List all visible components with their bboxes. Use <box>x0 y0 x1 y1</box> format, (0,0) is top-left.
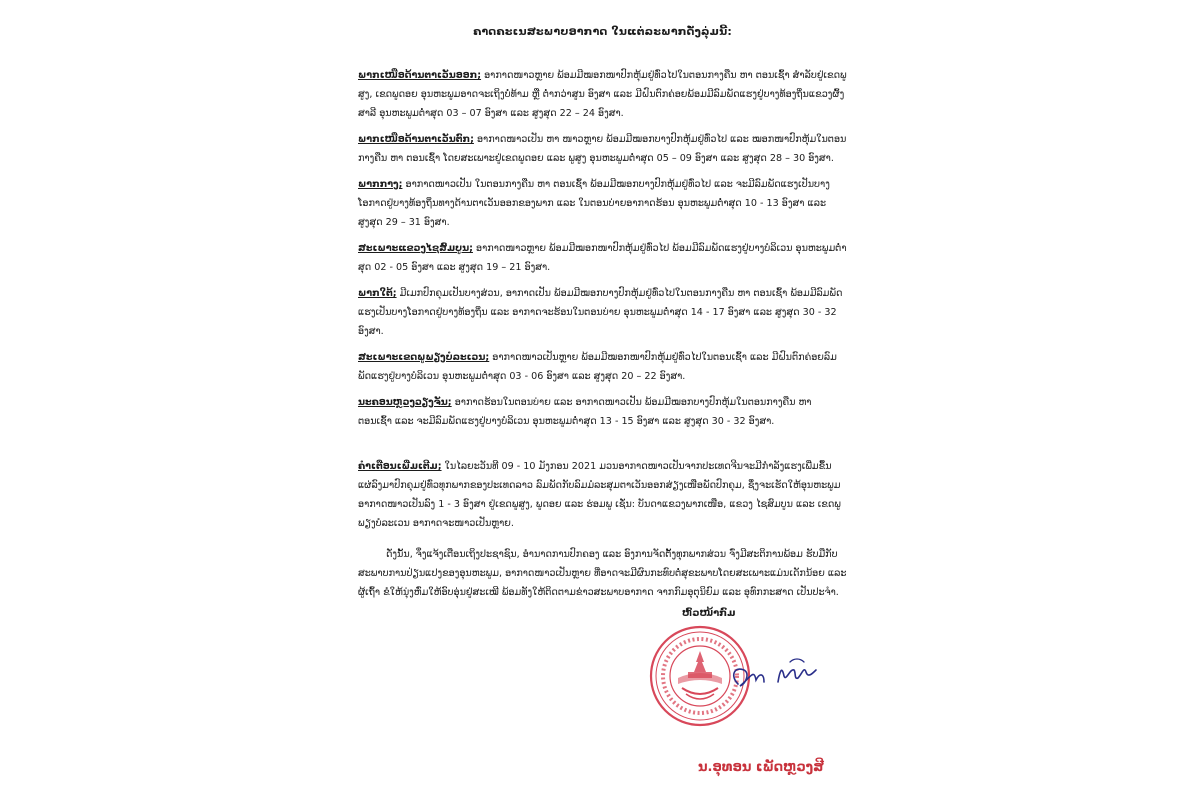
region-text: ອາກາດໜາວຫຼາຍ ພ້ອມມີໝອກໜາປົກຫຸ້ມຢູ່ທົ່ວໄປໃນຕອນກາງຄືນ ຫາ ຕອນເຊົ້າ ສຳລັບຢູ່ເຂດພູສູງ, ເຂດພູດອຍ ອຸນຫະພູມອາດຈະເຖິງບໍ່ທ້າມ ຫຼື ຕໍ່າກວ່າສູນ ອົງສາ ແລະ ມີຝົນຕົກຄ່ອຍພ້ອມມີລົມພັດແຮງຢູ່ບາງທ້ອງຖິ່ນແຂວງຜົ້ງສາລີ ອຸນຫະພູມຕໍ່າສຸດ 03 – 07 ອົງສາ ແລະ ສູງສຸດ 22 – 24 ອົງສາ. <box>358 70 847 119</box>
region-name: ສະເພາະແຂວງໄຊສົມບູນ; <box>358 243 473 254</box>
document-page <box>330 0 875 800</box>
region-name: ພາກກາງ; <box>358 179 403 190</box>
region-text: ອາກາດໜາວຫຼາຍ ພ້ອມມີໝອກໜາປົກຫຸ້ມຢູ່ທົ່ວໄປ ພ້ອມມີລົມພັດແຮງຢູ່ບາງບໍລິເວນ ອຸນຫະພູມຕໍ່າສຸດ 02 - 05 ອົງສາ ແລະ ສູງສຸດ 19 – 21 ອົງສາ. <box>358 243 847 273</box>
region-text: ມີເມກປົກຄຸມເປັນບາງສ່ວນ, ອາກາດເປັນ ພ້ອມມີໝອກບາງປົກຫຸ້ມຢູ່ທົ່ວໄປໃນຕອນກາງຄືນ ຫາ ຕອນເຊົ້າ ພ້ອມມີລົມພັດແຮງເປັນບາງໂອກາດຢູ່ບາງທ້ອງຖິ່ນ ແລະ ອາກາດຈະຮ້ອນໃນຕອນບ່າຍ ອຸນຫະພູມຕໍ່າສຸດ 14 - 17 ອົງສາ ແລະ ສູງສຸດ 30 - 32 ອົງສາ. <box>358 288 843 337</box>
region-south <box>358 284 848 341</box>
region-text: ອາກາດໜາວເປັນຫຼາຍ ພ້ອມມີໝອກໜາປົກຫຸ້ມຢູ່ທົ່ວໄປໃນຕອນເຊົ້າ ແລະ ມີຝົນຕົກຄ່ອຍລົມພັດແຮງຢູ່ບາງບໍລິເວນ ອຸນຫະພູມຕໍ່າສຸດ 03 - 06 ອົງສາ ແລະ ສູງສຸດ 20 – 22 ອົງສາ. <box>358 352 837 382</box>
region-name: ພາກໃຕ້; <box>358 288 397 299</box>
region-bolaven-plateau <box>358 348 848 386</box>
handwritten-signature-icon <box>720 648 840 698</box>
region-name: ສະເພາະເຂດພູພຽງບໍລະເວນ; <box>358 352 490 363</box>
region-northwest <box>358 130 848 168</box>
region-vientiane-capital <box>358 393 848 431</box>
region-name: ພາກເໜືອດ້ານຕາເວັນອອກ; <box>358 70 482 81</box>
region-central <box>358 175 848 232</box>
region-text: ອາກາດໜາວເປັນ ຫາ ໜາວຫຼາຍ ພ້ອມມີໝອກບາງປົກຫຸ້ມຢູ່ທົ່ວໄປ ແລະ ໝອກໜາປົກຫຸ້ມໃນຕອນກາງຄືນ ຫາ ຕອນເຊົ້າ ໂດຍສະເພາະຢູ່ເຂດພູດອຍ ແລະ ພູສູງ ອຸນຫະພູມຕໍ່າສຸດ 05 – 09 ອົງສາ ແລະ ສູງສຸດ 28 – 30 ອົງສາ. <box>358 134 847 164</box>
warning-label: ຄຳເຕືອນເພີ່ມເຕີມ; <box>358 461 442 472</box>
region-text: ອາກາດຮ້ອນໃນຕອນບ່າຍ ແລະ ອາກາດໜາວເປັນ ພ້ອມມີໝອກບາງປົກຫຸ້ມໃນຕອນກາງຄືນ ຫາ ຕອນເຊົ້າ ແລະ ຈະມີລົມພັດແຮງຢູ່ບາງບໍລິເວນ ອຸນຫະພູມຕໍ່າສຸດ 13 - 15 ອົງສາ ແລະ ສູງສຸດ 30 - 32 ອົງສາ. <box>358 397 812 427</box>
signer-name: ນ.ອຸທອນ ເພັດຫຼວງສີ <box>698 760 824 775</box>
document-body <box>358 66 848 602</box>
region-name: ນະຄອນຫຼວງວຽງຈັນ; <box>358 397 452 408</box>
signature-title: ຫົວໜ້າກົມ <box>682 608 736 619</box>
region-northeast <box>358 66 848 123</box>
warning-text: ໃນໄລຍະວັນທີ 09 - 10 ມັງກອນ 2021 ມວນອາກາດໜາວເປັນຈາກປະເທດຈີນຈະມີກຳລັງແຮງເພີ່ມຂຶ້ນ ແຜ່ລົງມາປົກຄຸມຢູ່ທົ່ວທຸກພາກຂອງປະເທດລາວ ລົມພັດກັບລົມມໍລະສຸມຕາເວັນອອກສ່ຽງເໜືອພັດປົກຄຸມ, ຊຶ່ງຈະເຮັດໃຫ້ອຸນຫະພູມອາກາດໜາວເປັນລົງ 1 - 3 ອົງສາ ຢູ່ເຂດພູສູງ, ພູດອຍ ແລະ ຮ່ອມພູ ເຊັ່ນ: ບັນດາແຂວງພາກເໜືອ, ແຂວງ ໄຊສົມບູນ ແລະ ເຂດພູພຽງບໍລະເວນ ອາກາດຈະໜາວເປັນຫຼາຍ. <box>358 461 841 529</box>
region-name: ພາກເໜືອດ້ານຕາເວັນຕົກ; <box>358 134 474 145</box>
closing-paragraph: ດັ່ງນັ້ນ, ຈຶ່ງແຈ້ງເຕືອນເຖິງປະຊາຊົນ, ອຳນາດການປົກຄອງ ແລະ ອົງການຈັດຕັ້ງທຸກພາກສ່ວນ ຈົ່ງມີສະຕິການພ້ອມ ຮັບມືກັບສະພາບການປ່ຽນແປງຂອງອຸນຫະພູມ, ອາກາດໜາວເປັນຫຼາຍ ທີ່ອາດຈະມີຜົນກະທົບຕໍ່ສຸຂະພາບໂດຍສະເພາະແມ່ນເດັກນ້ອຍ ແລະ ຜູ້ເຖົ້າ ຂໍໃຫ້ນຸ່ງຫົ່ມໃຫ້ອົບອຸ່ນຢູ່ສະເໝີ ພ້ອມທັງໃຫ້ຕິດຕາມຂ່າວສະພາບອາກາດ ຈາກກົມອຸຕຸນິຍົມ ແລະ ອຸທົກກະສາດ ເປັນປະຈຳ. <box>358 549 847 598</box>
region-xaysomboun <box>358 239 848 277</box>
warning-paragraph <box>358 457 848 533</box>
region-text: ອາກາດໜາວເປັນ ໃນຕອນກາງຄືນ ຫາ ຕອນເຊົ້າ ພ້ອມມີໝອກບາງປົກຫຸ້ມຢູ່ທົ່ວໄປ ແລະ ຈະມີລົມພັດແຮງເປັນບາງໂອກາດຢູ່ບາງທ້ອງຖິ່ນທາງດ້ານຕາເວັນອອກຂອງພາກ ແລະ ໃນຕອນບ່າຍອາກາດຮ້ອນ ອຸນຫະພູມຕໍ່າສຸດ 10 - 13 ອົງສາ ແລະ ສູງສຸດ 29 – 31 ອົງສາ. <box>358 179 830 228</box>
document-title: ຄາດຄະເນສະພາບອາກາດ ໃນແຕ່ລະພາກດັ່ງລຸ່ມນີ້: <box>473 25 732 38</box>
